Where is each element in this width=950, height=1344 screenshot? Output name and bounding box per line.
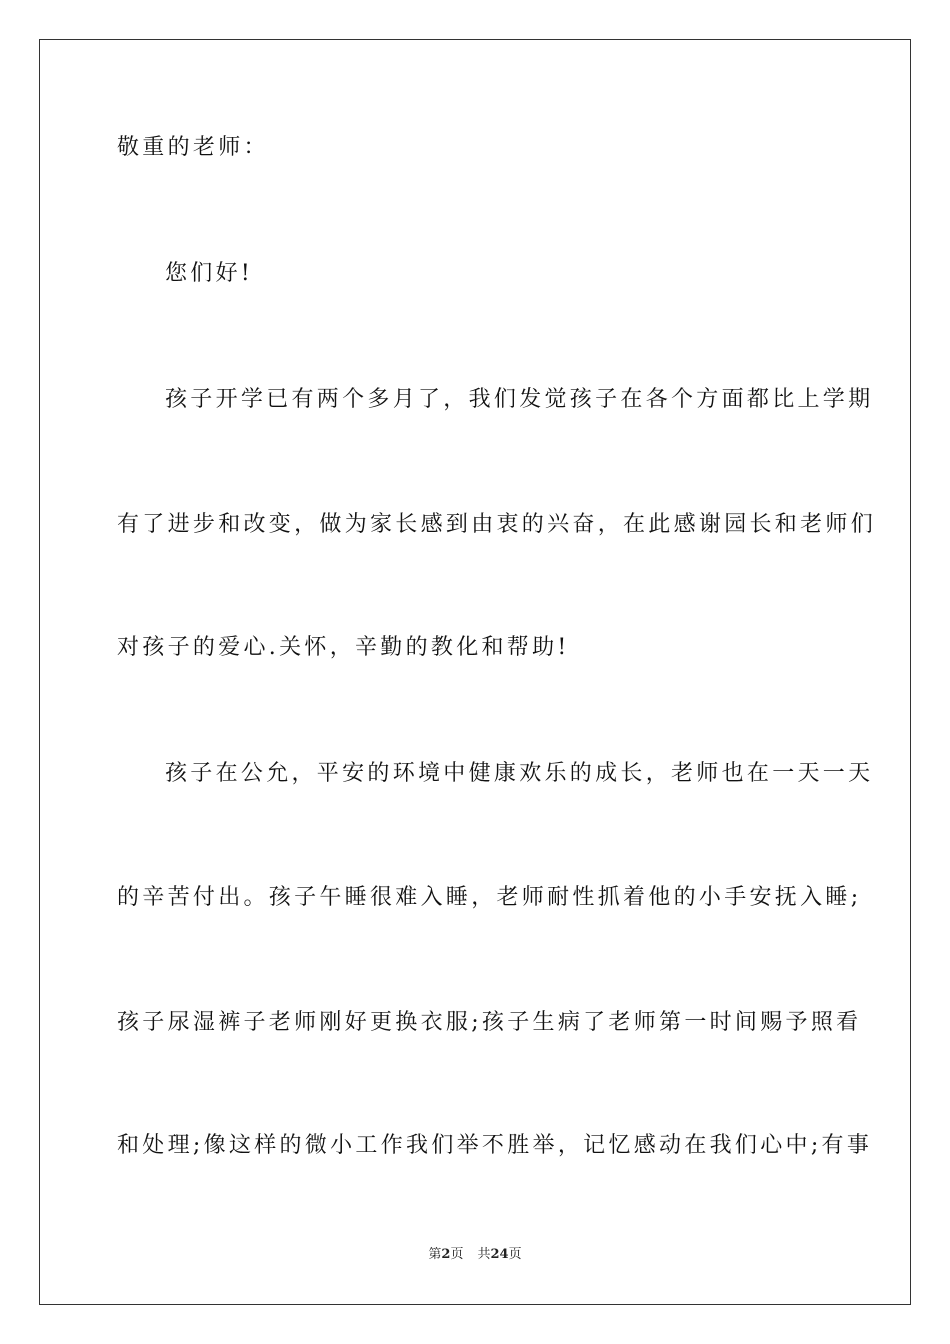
paragraph-line: 孩子开学已有两个多月了，我们发觉孩子在各个方面都比上学期 bbox=[165, 387, 874, 412]
total-prefix: 共 bbox=[477, 1247, 491, 1262]
greeting: 您们好! bbox=[165, 261, 254, 286]
page-number: 2 bbox=[441, 1247, 451, 1262]
page-footer bbox=[0, 1246, 950, 1264]
page-prefix: 第 bbox=[428, 1247, 442, 1262]
paragraph-line: 和处理;像这样的微小工作我们举不胜举，记忆感动在我们心中;有事 bbox=[117, 1133, 873, 1158]
total-pages: 24 bbox=[490, 1247, 509, 1262]
paragraph-line: 的辛苦付出。孩子午睡很难入睡，老师耐性抓着他的小手安抚入睡; bbox=[117, 885, 862, 910]
paragraph-line: 孩子在公允，平安的环境中健康欢乐的成长，老师也在一天一天 bbox=[165, 761, 874, 786]
total-suffix: 页 bbox=[508, 1247, 522, 1262]
page-border bbox=[39, 39, 911, 1305]
paragraph-line: 对孩子的爱心.关怀，辛勤的教化和帮助! bbox=[117, 635, 570, 660]
page-suffix: 页 bbox=[450, 1247, 464, 1262]
paragraph-line: 有了进步和改变，做为家长感到由衷的兴奋，在此感谢园长和老师们 bbox=[117, 512, 877, 537]
salutation: 敬重的老师： bbox=[117, 135, 269, 160]
paragraph-line: 孩子尿湿裤子老师刚好更换衣服;孩子生病了老师第一时间赐予照看 bbox=[117, 1010, 862, 1035]
